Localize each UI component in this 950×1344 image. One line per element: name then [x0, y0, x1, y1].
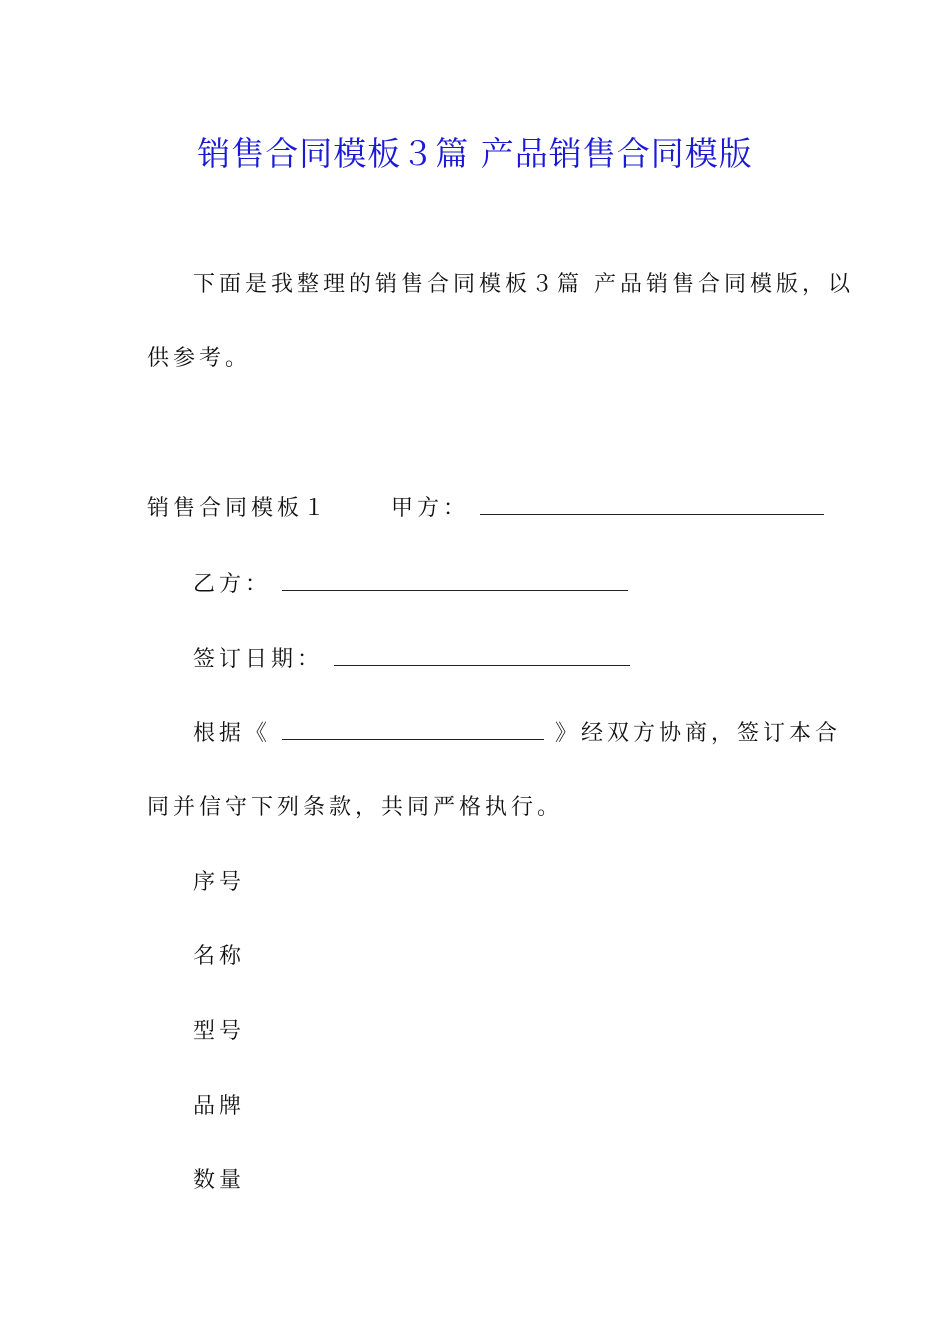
- party-a-row: [147, 494, 824, 524]
- intro-line-1: 下面是我整理的销售合同模板３篇 产品销售合同模版，以: [193, 272, 854, 297]
- column-name: 名称: [193, 944, 246, 969]
- basis-row: [193, 719, 841, 749]
- party-a-label: 甲方：: [391, 496, 470, 521]
- basis-prefix: 根据《: [193, 721, 272, 746]
- column-quantity: 数量: [193, 1168, 246, 1193]
- sign-date-blank: [334, 645, 630, 666]
- basis-blank: [282, 719, 544, 740]
- sign-date-label: 签订日期：: [193, 647, 324, 672]
- sign-date-row: [193, 645, 630, 675]
- column-seq: 序号: [193, 870, 246, 895]
- party-a-blank: [480, 494, 824, 515]
- party-b-row: [193, 570, 628, 600]
- column-model: 型号: [193, 1019, 246, 1044]
- document-title: 销售合同模板３篇 产品销售合同模版: [197, 134, 753, 173]
- party-b-label: 乙方：: [193, 572, 272, 597]
- column-brand: 品牌: [193, 1094, 246, 1119]
- basis-line-2: 同并信守下列条款，共同严格执行。: [147, 795, 564, 820]
- template-heading: 销售合同模板１: [147, 496, 330, 521]
- party-b-blank: [282, 570, 628, 591]
- basis-suffix: 》经双方协商，签订本合: [555, 721, 842, 746]
- intro-line-2: 供参考。: [147, 346, 252, 371]
